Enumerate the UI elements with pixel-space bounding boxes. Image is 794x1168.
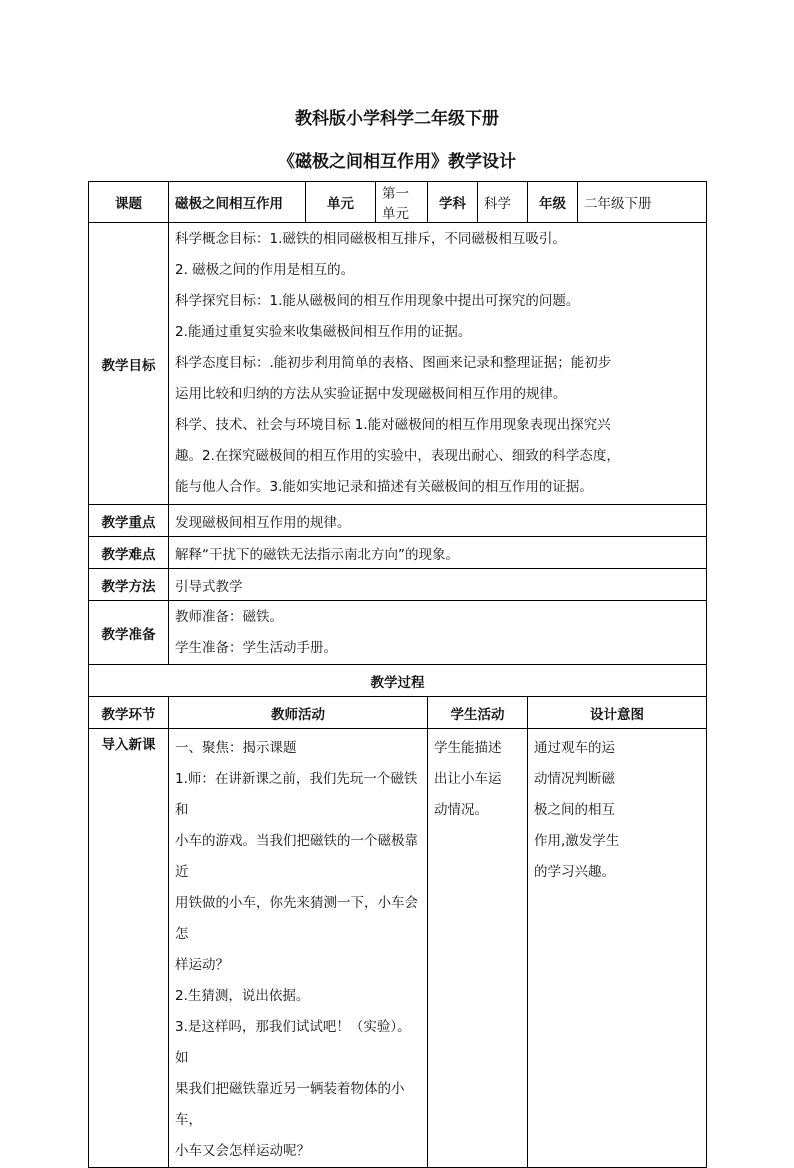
goal-line: 能与他人合作。3.能如实地记录和描述有关磁极间的相互作用的证据。 [175, 479, 593, 495]
teacher-line: 用铁做的小车，你先来猜测一下，小车会怎 [175, 895, 418, 942]
key-point-value: 发现磁极间相互作用的规律。 [169, 505, 707, 537]
intent-line: 的学习兴趣。 [534, 864, 615, 880]
key-point-label: 教学重点 [89, 505, 169, 537]
goals-label: 教学目标 [89, 223, 169, 505]
teacher-line: 一、聚焦：揭示课题 [175, 740, 297, 756]
subject-value: 科学 [478, 182, 528, 223]
header-intent: 设计意图 [528, 697, 707, 729]
design-intent [528, 729, 707, 1168]
method-row [89, 569, 707, 601]
goal-line: 科学、技术、社会与环境目标 1.能对磁极间的相互作用现象表现出探究兴 [175, 417, 611, 433]
lesson-title: 《磁极之间相互作用》教学设计 [278, 152, 516, 172]
subject-label: 学科 [428, 182, 478, 223]
process-title: 教学过程 [89, 665, 707, 697]
topic-value: 磁极之间相互作用 [169, 182, 306, 223]
goal-line: 2.能通过重复实验来收集磁极间相互作用的证据。 [175, 324, 472, 340]
student-activity [428, 729, 528, 1168]
difficulty-label: 教学难点 [89, 537, 169, 569]
goal-line: 运用比较和归纳的方法从实验证据中发现磁极间相互作用的规律。 [175, 386, 567, 402]
preparation-line: 教师准备：磁铁。 [175, 608, 283, 625]
grade-label: 年级 [528, 182, 578, 223]
process-header-row [89, 697, 707, 729]
goal-line: 科学概念目标：1.磁铁的相同磁极相互排斥，不同磁极相互吸引。 [175, 231, 566, 247]
grade-value: 二年级下册 [578, 182, 707, 223]
teacher-line: 果我们把磁铁靠近另一辆装着物体的小车， [175, 1081, 405, 1128]
method-value: 引导式教学 [169, 569, 707, 601]
key-point-row [89, 505, 707, 537]
teacher-line: 样运动？ [175, 957, 229, 973]
lesson-plan-table [88, 181, 707, 1168]
student-line: 出让小车运 [434, 771, 502, 787]
document-title: 教科版小学科学二年级下册 [295, 109, 499, 129]
teacher-line: 3.是这样吗，那我们试试吧！（实验）。如 [175, 1019, 411, 1066]
difficulty-row [89, 537, 707, 569]
intent-line: 作用,激发学生 [534, 833, 620, 849]
process-title-row [89, 665, 707, 697]
preparation-label: 教学准备 [89, 601, 169, 665]
goal-line: 科学态度目标：.能初步利用简单的表格、图画来记录和整理证据；能初步 [175, 355, 612, 371]
teacher-line: 小车又会怎样运动呢？ [175, 1143, 310, 1159]
teacher-line: 小车的游戏。当我们把磁铁的一个磁极靠近 [175, 833, 418, 880]
goals-content [169, 223, 707, 505]
goal-line: 科学探究目标：1.能从磁极间的相互作用现象中提出可探究的问题。 [175, 293, 580, 309]
teacher-activity [169, 729, 428, 1168]
header-stage: 教学环节 [89, 697, 169, 729]
preparation-row [89, 601, 707, 665]
unit-value: 第一单元 [376, 182, 428, 223]
unit-label: 单元 [306, 182, 376, 223]
difficulty-value: 解释“干扰下的磁铁无法指示南北方向”的现象。 [169, 537, 707, 569]
intent-line: 动情况判断磁 [534, 771, 615, 787]
preparation-content [169, 601, 707, 665]
student-line: 动情况。 [434, 802, 488, 818]
intent-line: 极之间的相互 [534, 802, 615, 818]
teacher-line: 1.师：在讲新课之前，我们先玩一个磁铁和 [175, 771, 418, 818]
method-label: 教学方法 [89, 569, 169, 601]
stage-cell: 导入新课 [89, 729, 169, 1168]
header-teacher: 教师活动 [169, 697, 428, 729]
goals-row [89, 223, 707, 505]
topic-label: 课题 [89, 182, 169, 223]
intent-line: 通过观车的运 [534, 740, 615, 756]
process-row [89, 729, 707, 1168]
goal-line: 趣。2.在探究磁极间的相互作用的实验中，表现出耐心、细致的科学态度， [175, 448, 620, 464]
teacher-line: 2.生猜测，说出依据。 [175, 988, 310, 1004]
header-student: 学生活动 [428, 697, 528, 729]
student-line: 学生能描述 [434, 740, 502, 756]
goal-line: 2. 磁极之间的作用是相互的。 [175, 262, 355, 278]
topic-row [89, 182, 707, 223]
preparation-line: 学生准备：学生活动手册。 [175, 639, 337, 656]
